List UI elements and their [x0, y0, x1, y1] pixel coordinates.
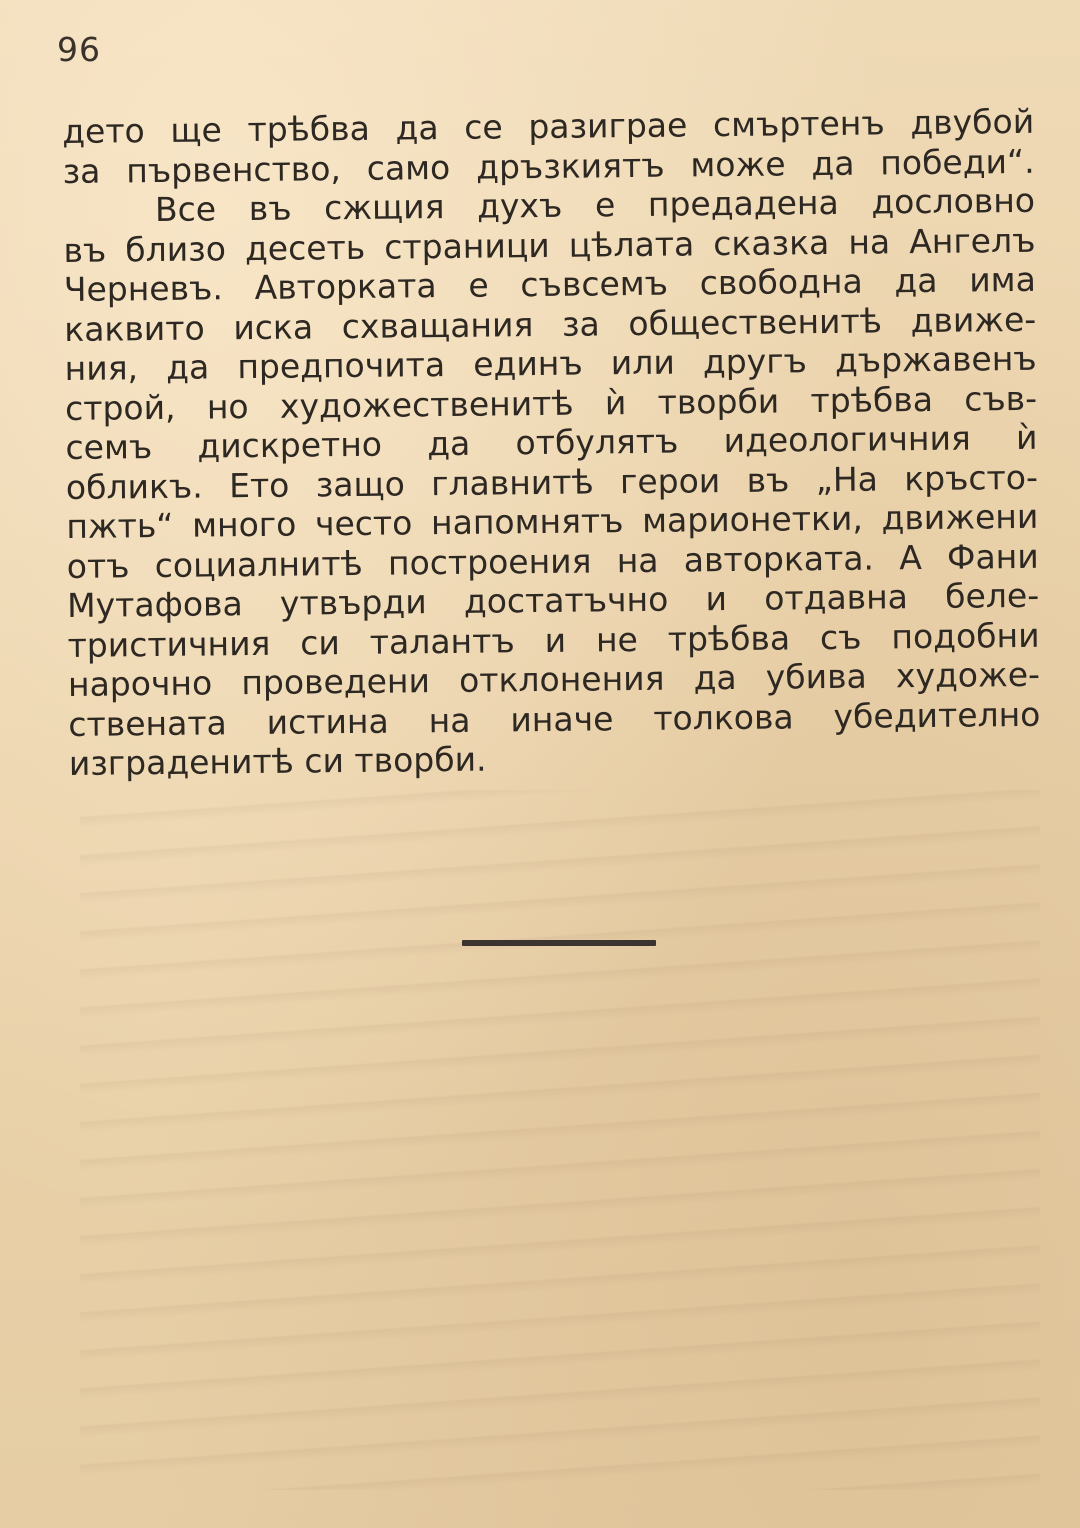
- section-end-rule: [462, 940, 656, 946]
- text-line: за първенство, само дръзкиятъ може да победи“.: [62, 141, 1035, 191]
- text-line: ствената истина на иначе толкова убедително: [68, 694, 1041, 744]
- text-line: ния, да предпочита единъ или другъ държавенъ: [64, 338, 1037, 388]
- text-line: Мутафова утвърди достатъчно и отдавна беле-: [66, 575, 1040, 625]
- text-line: въ близо десеть страници цѣлата сказка на Ангелъ: [63, 220, 1036, 270]
- body-text: [62, 102, 1041, 784]
- text-line: нарочно проведени отклонения да убива художе-: [67, 654, 1041, 704]
- text-line: семъ дискретно да отбулятъ идеологичния ѝ: [65, 417, 1038, 467]
- text-line: обликъ. Ето защо главнитѣ герои въ „На кръсто-: [65, 457, 1039, 507]
- text-line: строй, но художественитѣ ѝ творби трѣбва съв-: [64, 378, 1038, 428]
- text-line: пжть“ много често напомнятъ марионетки, движени: [66, 496, 1039, 546]
- text-line-paragraph-start: Все въ сжщия духъ е предадена дословно: [154, 180, 1036, 230]
- text-line-paragraph-end: изграденитѣ си творби.: [68, 739, 487, 783]
- text-line: тристичния си талантъ и не трѣбва съ подобни: [67, 615, 1040, 665]
- text-line: каквито иска схващания за общественитѣ движе-: [64, 299, 1037, 349]
- text-line: отъ социалнитѣ построения на авторката. А Фани: [66, 536, 1039, 586]
- page-number: 96: [57, 30, 101, 69]
- text-line: Черневъ. Авторката е съвсемъ свободна да има: [63, 259, 1037, 309]
- text-line: дето ще трѣбва да се разиграе смъртенъ двубой: [62, 101, 1035, 151]
- reverse-side-bleed-through: [80, 790, 1040, 1490]
